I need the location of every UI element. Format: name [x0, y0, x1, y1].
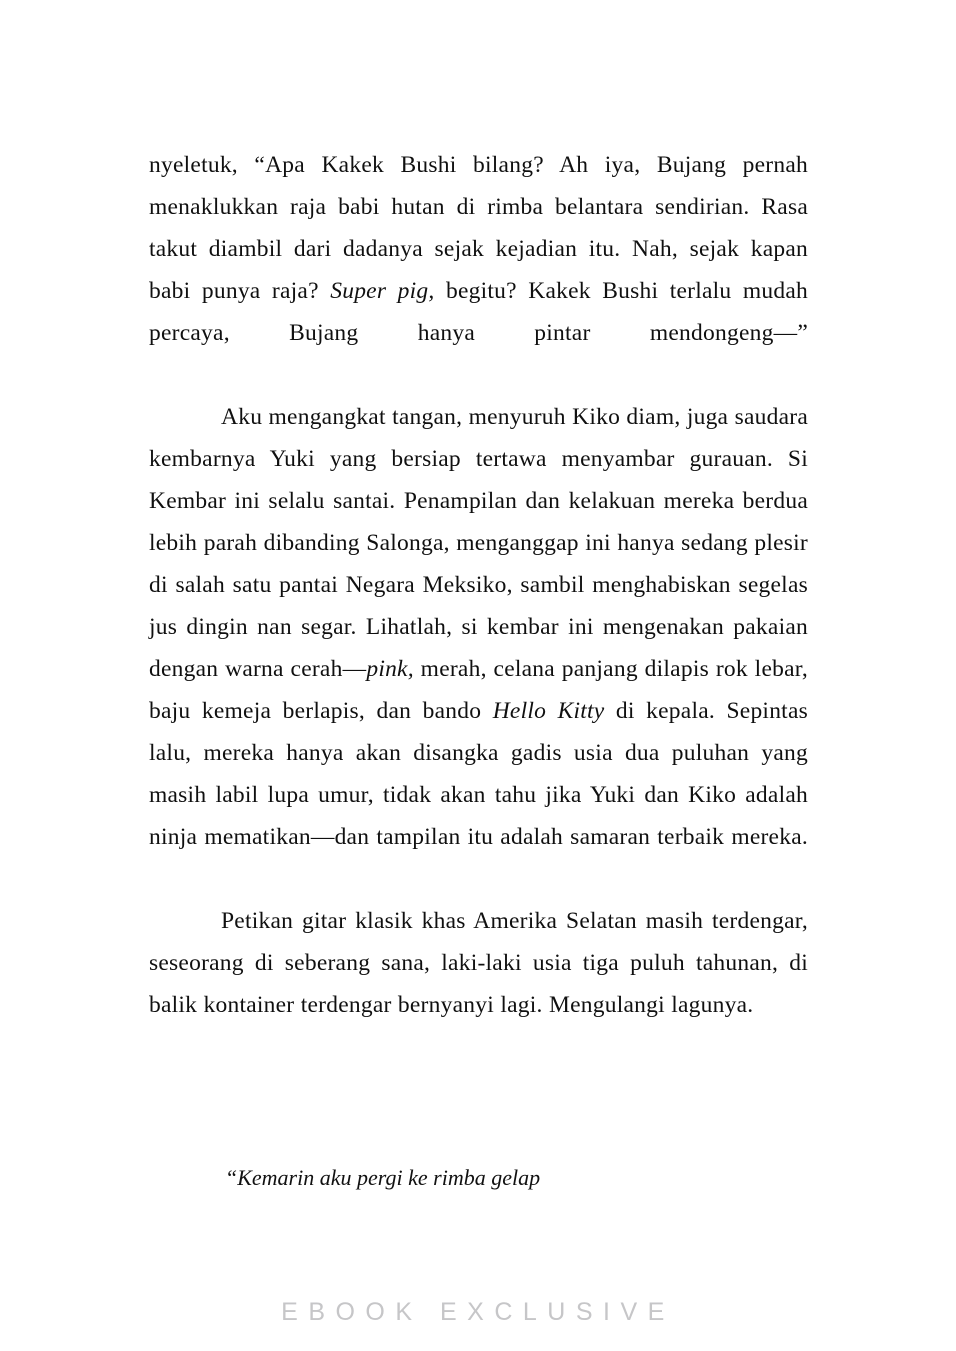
- lyric-block: [149, 1158, 808, 1198]
- body-text-block: [149, 144, 808, 1026]
- paragraph-2-run-1: Aku mengangkat tangan, menyuruh Kiko diam, juga saudara kembarnya Yuki yang bersiap tertawa menyambar gurauan. Si Kembar ini selalu santai. Penampilan dan kelakuan mereka berdua lebih parah dibanding Salonga, menganggap ini hanya sedang plesir di salah satu pantai Negara Meksiko, sambil menghabiskan segelas jus dingin nan segar. Lihatlah, si kembar ini mengenakan pakaian dengan warna cerah—: [149, 404, 808, 682]
- paragraph-2-italic-pink: pink,: [366, 656, 414, 682]
- paragraph-3: [149, 900, 808, 1026]
- ebook-exclusive-watermark: EBOOK EXCLUSIVE: [281, 1298, 675, 1326]
- paragraph-1: [149, 144, 808, 396]
- paragraph-2-run-3: merah, celana panjang dilapis rok lebar, baju kemeja berlapis, dan bando: [149, 656, 808, 724]
- paragraph-2-run-5: di kepala. Sepintas lalu, mereka hanya akan disangka gadis usia dua puluhan yang masih labil lupa umur, tidak akan tahu jika Yuki dan Kiko adalah ninja mematikan—dan tampilan itu adalah samaran terbaik mereka.: [149, 698, 808, 850]
- paragraph-2-italic-hello-kitty: Hello Kitty: [492, 698, 605, 724]
- paragraph-1-run-1: nyeletuk, “Apa Kakek Bushi bilang? Ah iya, Bujang pernah menaklukkan raja babi hutan di rimba belantara sendirian. Rasa takut diambil dari dadanya sejak kejadian itu. Nah, sejak kapan babi punya raja?: [149, 152, 808, 304]
- paragraph-3-run-1: Petikan gitar klasik khas Amerika Selatan masih terdengar, seseorang di seberang sana, laki-laki usia tiga puluh tahunan, di balik kontainer terdengar bernyanyi lagi. Mengulangi lagunya.: [149, 908, 808, 1018]
- lyric-line: “Kemarin aku pergi ke rimba gelap: [225, 1165, 541, 1190]
- paragraph-1-run-3: begitu? Kakek Bushi terlalu mudah percaya, Bujang hanya pintar mendongeng—”: [149, 278, 808, 346]
- paragraph-2: [149, 396, 808, 900]
- paragraph-1-italic-super-pig: Super pig,: [330, 278, 435, 304]
